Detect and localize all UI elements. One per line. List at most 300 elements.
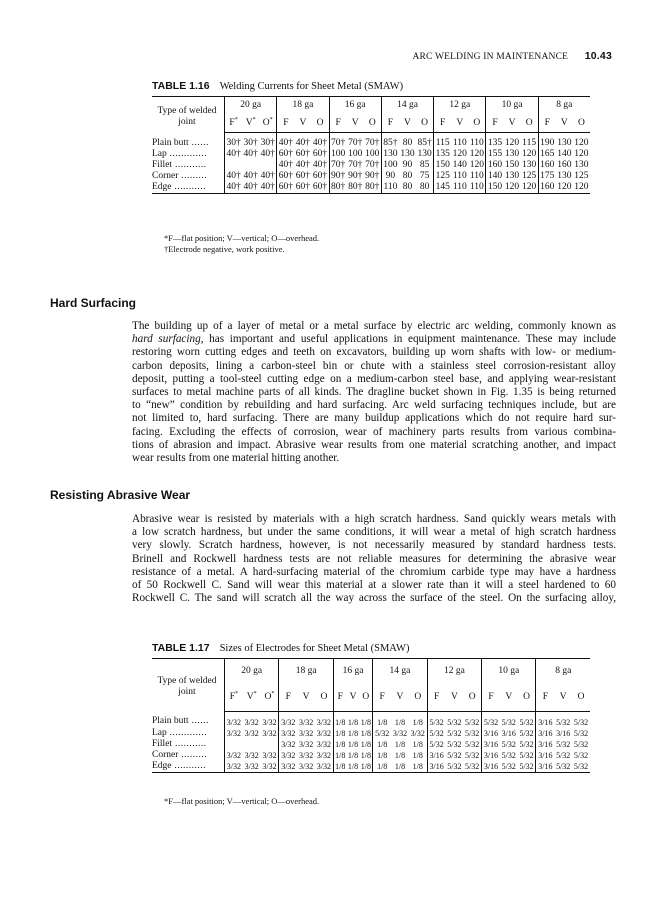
position-label: F: [544, 118, 550, 128]
table-row: [152, 171, 590, 182]
row-header: [152, 97, 225, 133]
table-cell: 5/32: [447, 728, 462, 738]
table-row: [152, 761, 590, 773]
table-cell: 3/16: [482, 750, 500, 761]
table-cell: 3/16: [536, 761, 554, 773]
table-cell: 3/32: [298, 750, 314, 760]
table-cell: 70†: [365, 138, 380, 148]
table-cell: 140: [452, 160, 467, 170]
table-cell: 110: [452, 138, 467, 148]
table-cell: 150: [487, 182, 503, 192]
row-label: [152, 171, 225, 182]
table-cell: 1/8: [373, 750, 391, 761]
table-cell: 90: [402, 160, 413, 170]
text-line: resistance of a metal. A hard-surfacing material of the chromium carbide type may have a hardness: [132, 565, 616, 578]
position-header: [416, 114, 434, 133]
table-cell: 160: [557, 160, 572, 170]
table-cell: 135: [486, 133, 504, 150]
text-line: hard surfacing, has important and useful applications in equipment maintenance. These may include: [132, 333, 617, 346]
table-cell: 5/32: [519, 717, 534, 727]
table-cell: 120: [574, 149, 589, 159]
position-header: [504, 114, 521, 133]
table-cell: 1/8: [412, 717, 423, 727]
table-cell: 190: [538, 133, 556, 150]
table-cell: 75: [419, 171, 430, 181]
position-header: [347, 114, 364, 133]
table-cell: 5/32: [447, 739, 462, 749]
table-cell: 1/8: [391, 761, 409, 773]
table-cell: 1/8: [360, 739, 371, 749]
row-header-line: Type of welded: [157, 676, 217, 686]
position-label: F: [542, 692, 549, 703]
text-line: Rockwell C. The sand will scratch all the way across the surface of the steel. On the surfacing alloy,: [132, 592, 616, 605]
row-header: [152, 659, 225, 712]
table-cell: 5/32: [518, 761, 536, 773]
table-cell: 1/8: [360, 728, 371, 738]
table-cell: 60†: [278, 149, 293, 159]
gauge-header: 16 ga: [329, 97, 381, 115]
gauge-header: 14 ga: [381, 97, 433, 115]
row-label-text: Fillet: [152, 738, 173, 749]
table-cell: 40†: [295, 138, 311, 148]
footnote-marker: *: [235, 691, 239, 698]
leader-dots: ...........: [171, 760, 207, 771]
row-header-line: joint: [178, 116, 196, 127]
leader-dots: ...........: [172, 738, 207, 749]
table-cell: 100: [365, 149, 380, 159]
table-cell: 3/32: [225, 711, 243, 728]
gauge-header: 20 ga: [225, 97, 277, 115]
position-header: [279, 684, 297, 711]
table-cell: 125: [522, 171, 537, 181]
table-cell: 1/8: [373, 711, 391, 728]
table-cell: 130: [504, 171, 520, 181]
position-label: O: [523, 692, 530, 703]
table-row: [152, 133, 590, 150]
position-header: [518, 684, 536, 711]
position-header: [364, 114, 382, 133]
position-header: [359, 684, 372, 711]
table-cell: 5/32: [373, 728, 391, 739]
footnote-marker: *: [269, 117, 273, 123]
leader-dots: .........: [178, 171, 208, 181]
table-cell: 85: [419, 160, 430, 170]
row-label-text: Edge: [152, 760, 172, 771]
table-cell: 3/32: [298, 717, 314, 727]
table-cell: 5/32: [519, 739, 534, 749]
table-cell: 120: [557, 182, 572, 192]
table-cell: 3/32: [315, 761, 333, 773]
text-line: Abrasive wear is resisted by materials with a high scratch hardness. Sand quickly wears metals with: [132, 513, 616, 525]
table-cell: 110: [452, 182, 467, 192]
table-cell: 100: [331, 149, 346, 159]
row-label: [152, 133, 225, 150]
position-header: [277, 114, 295, 133]
table-cell: 140: [557, 149, 572, 159]
row-label: [152, 750, 225, 761]
table-cell: 5/32: [556, 750, 571, 760]
table-cell: 1/8: [335, 739, 346, 749]
table-row: [152, 750, 590, 761]
gauge-header: 12 ga: [427, 659, 481, 685]
footnote-marker: *: [271, 691, 275, 698]
leader-dots: .........: [178, 749, 208, 760]
table-cell: 40†: [260, 171, 275, 181]
table-row: [152, 160, 590, 171]
table-cell: 5/32: [573, 750, 589, 760]
table-cell: 85†: [417, 138, 432, 148]
table-cell: 5/32: [556, 717, 571, 727]
leader-dots: .............: [166, 727, 208, 738]
footnote-marker: *: [234, 117, 238, 123]
table-cell: 120: [522, 182, 537, 192]
table-cell: 5/32: [501, 739, 516, 749]
footnote: †Electrode negative, work positive.: [164, 244, 285, 254]
position-header: [463, 684, 481, 711]
row-label-text: Plain butt: [152, 137, 189, 148]
position-header: [573, 114, 590, 133]
table-row: [152, 149, 590, 160]
table-cell: 3/32: [316, 739, 331, 749]
row-label-text: Corner: [152, 171, 179, 181]
table-cell: 40†: [243, 149, 258, 159]
table-cell: 160: [540, 182, 555, 192]
position-header: [329, 114, 347, 133]
emphasis-term: hard surfacing: [132, 333, 201, 346]
text-line: restoring worn cutting edges and teeth on excavators, building up worn shafts with low- or medium-: [132, 346, 616, 359]
table-cell: 1/8: [373, 739, 391, 750]
table-cell: 175: [540, 171, 555, 181]
table-cell: [259, 160, 277, 171]
position-header: [409, 684, 427, 711]
table-cell: 1/8: [347, 739, 359, 749]
table-cell: 1/8: [335, 761, 346, 771]
table-cell: 5/32: [427, 728, 445, 739]
table-cell: 5/32: [463, 761, 481, 773]
gauge-header: 10 ga: [486, 97, 538, 115]
table-cell: 70†: [331, 160, 346, 170]
table-cell: 3/32: [262, 717, 277, 727]
table-cell: 3/16: [536, 750, 554, 761]
gauge-header: 18 ga: [277, 97, 329, 115]
position-label: V: [505, 692, 513, 703]
table-cell: 3/32: [316, 750, 331, 760]
row-label-text: Plain butt: [152, 716, 189, 727]
position-header: [242, 114, 259, 133]
row-label-text: Corner: [152, 749, 179, 760]
text-line: The building up of a layer of metal or a metal surface by electric arc welding, commonly known as: [132, 320, 616, 332]
position-label: O: [262, 118, 270, 128]
table-cell: 1/8: [360, 761, 371, 771]
leader-dots: ...........: [171, 182, 207, 192]
position-label: O: [421, 118, 428, 128]
table-cell: 3/16: [536, 739, 554, 750]
table-cell: 160: [487, 160, 503, 170]
electrode-sizes-table: [152, 658, 590, 773]
table-cell: 30†: [243, 138, 258, 148]
table-cell: 1/8: [412, 750, 423, 760]
position-header: [427, 684, 445, 711]
row-header-line: joint: [178, 687, 196, 697]
gauge-header-row: [152, 659, 590, 685]
row-label-text: Edge: [152, 182, 172, 192]
position-header: [333, 684, 346, 711]
table-cell: 1/8: [360, 750, 371, 760]
table-cell: 1/8: [394, 750, 406, 760]
position-header: [536, 684, 554, 711]
position-header: [315, 684, 333, 711]
hard-surfacing-paragraph: [132, 320, 616, 465]
position-header: [391, 684, 409, 711]
table-cell: 5/32: [573, 739, 589, 749]
page-number: 10.43: [584, 50, 612, 62]
table-cell: 5/32: [556, 739, 571, 749]
table-cell: 120: [574, 182, 589, 192]
position-label: V: [456, 118, 464, 128]
table-cell: 120: [469, 160, 484, 170]
position-header: [225, 684, 243, 711]
table-cell: 60†: [295, 171, 311, 181]
leader-dots: .............: [166, 149, 208, 159]
table-cell: 60†: [312, 182, 328, 192]
table-cell: 1/8: [373, 761, 391, 773]
position-label: O: [468, 692, 476, 703]
position-label: V: [302, 692, 310, 703]
gauge-header: 18 ga: [279, 659, 333, 685]
table-cell: 115: [434, 133, 452, 150]
section-heading-hard-surfacing: Hard Surfacing: [50, 296, 137, 310]
table-cell: 130: [522, 160, 537, 170]
table-cell: 3/16: [536, 728, 554, 739]
position-label: V: [246, 692, 254, 703]
table-cell: 1/8: [412, 739, 423, 749]
row-label: [152, 761, 225, 773]
table-cell: 80: [402, 171, 413, 181]
table-cell: 3/32: [262, 750, 277, 760]
table-cell: 5/32: [465, 739, 480, 749]
position-header: [446, 684, 464, 711]
table-cell: 145: [435, 182, 450, 192]
position-label: O: [414, 692, 422, 703]
table-cell: 100: [348, 149, 363, 159]
table-cell: 120: [574, 138, 589, 148]
table-cell: 135: [435, 149, 450, 159]
position-label: F: [440, 118, 446, 128]
row-label: [152, 182, 225, 194]
abrasive-wear-paragraph: [132, 513, 616, 605]
table-cell: 70†: [348, 138, 363, 148]
table-cell: 3/32: [262, 728, 277, 738]
table-cell: 120: [452, 149, 467, 159]
table-cell: 5/32: [573, 761, 589, 771]
table-cell: 60†: [312, 171, 328, 181]
table-cell: 120: [504, 138, 520, 148]
table-cell: 40†: [243, 182, 258, 192]
table-title: Sizes of Electrodes for Sheet Metal (SMAW): [219, 643, 410, 654]
position-header: [347, 684, 360, 711]
table-1-17-caption: [152, 642, 409, 654]
position-label: F: [387, 118, 394, 128]
table-cell: 150: [435, 160, 450, 170]
table-cell: 3/32: [298, 761, 314, 771]
table-cell: 110: [468, 182, 486, 194]
position-header: [261, 684, 279, 711]
position-label: V: [559, 692, 567, 703]
section-heading-abrasive-wear: Resisting Abrasive Wear: [50, 488, 191, 502]
table-cell: 80: [402, 138, 413, 148]
leader-dots: ......: [188, 137, 209, 148]
table-cell: 120: [522, 149, 537, 159]
table-cell: 5/32: [482, 711, 500, 728]
table-cell: 1/8: [394, 739, 406, 749]
position-label: V: [349, 692, 357, 703]
table-cell: 3/32: [392, 728, 408, 738]
table-cell: 3/16: [427, 750, 445, 761]
position-label: F: [283, 118, 289, 128]
table-cell: 1/8: [360, 717, 371, 727]
running-head: [0, 50, 612, 62]
table-cell: 130: [557, 171, 572, 181]
table-cell: 1/8: [335, 750, 346, 760]
table-cell: 60†: [278, 171, 293, 181]
position-header: [468, 114, 486, 133]
table-cell: 40†: [277, 133, 295, 150]
table-cell: 150: [504, 160, 520, 170]
table-cell: 40†: [312, 160, 328, 170]
table-cell: 1/8: [409, 761, 427, 773]
table-cell: 40†: [260, 149, 275, 159]
table-cell: 130: [383, 149, 398, 159]
footnote: *F—flat position; V—vertical; O—overhead.: [164, 796, 320, 806]
gauge-header: 14 ga: [373, 659, 427, 685]
table-cell: 5/32: [447, 761, 462, 771]
table-cell: 1/8: [347, 717, 359, 727]
text-line: surfaces to metal machine parts of all kinds. The dragline bucket shown in Fig. 1.35 is being returned: [132, 386, 616, 399]
table-cell: 110: [469, 138, 484, 148]
table-cell: 110: [452, 171, 467, 181]
position-header: [373, 684, 391, 711]
position-header: [556, 114, 573, 133]
table-cell: 130: [574, 160, 589, 170]
table-row: [152, 728, 590, 739]
table-cell: 5/32: [519, 750, 534, 760]
table-cell: 3/32: [244, 750, 259, 760]
table-cell: 115: [522, 138, 537, 148]
table-cell: 5/32: [447, 750, 462, 760]
position-label: V: [508, 118, 516, 128]
position-label: O: [525, 118, 533, 128]
table-cell: 3/32: [244, 761, 259, 771]
table-cell: 1/8: [347, 761, 359, 771]
text-line: wear results from one material hitting another.: [132, 452, 340, 465]
table-cell: [261, 739, 279, 750]
table-cell: 30†: [225, 133, 243, 150]
table-cell: [225, 739, 243, 750]
position-header: [451, 114, 468, 133]
table-cell: 3/32: [298, 739, 314, 749]
row-label-text: Lap: [152, 727, 167, 738]
position-header: [243, 684, 261, 711]
text-line: very slowly. Scratch hardness, however, is not necessarily measured by standard hardness tests.: [132, 539, 616, 552]
table-cell: 5/32: [465, 717, 480, 727]
table-cell: 85†: [381, 133, 399, 150]
table-cell: 90†: [348, 171, 363, 181]
position-label: F: [335, 118, 341, 128]
table-cell: 5/32: [465, 728, 480, 738]
position-label: O: [316, 118, 324, 128]
welding-currents-table: [152, 96, 590, 194]
table-cell: 40†: [260, 182, 275, 192]
position-label: F: [229, 118, 235, 128]
row-label: [152, 728, 225, 739]
table-cell: 1/8: [335, 728, 346, 738]
table-cell: 5/32: [556, 761, 571, 771]
table-cell: 80†: [365, 182, 380, 192]
table-cell: 80: [416, 182, 434, 194]
table-cell: 40†: [312, 138, 328, 148]
table-cell: 3/16: [482, 739, 500, 750]
text-line: carbon deposits, lining a carbon-steel bin or chute with a stainless steel corrosion-resistant alloy: [132, 359, 616, 372]
table-cell: 3/32: [225, 728, 243, 739]
text-line: Brinell and Rockwell hardness tests are not reliable measures for determining the abrasive wear: [132, 552, 616, 565]
position-label: O: [577, 692, 585, 703]
row-label: [152, 160, 225, 171]
table-cell: 130: [400, 149, 415, 159]
text-line: tions of abrasion and impact. Abrasive wear results from one material scratching another, and impact: [132, 438, 616, 451]
leader-dots: ...........: [172, 160, 207, 170]
position-header: [482, 684, 500, 711]
table-cell: 90†: [331, 171, 346, 181]
position-label: O: [362, 692, 370, 703]
footnote-marker: *: [252, 117, 256, 123]
gauge-header: 16 ga: [333, 659, 372, 685]
table-cell: 5/32: [501, 750, 516, 760]
table-cell: 40†: [226, 171, 241, 181]
table-cell: 3/32: [279, 761, 297, 773]
position-label: O: [320, 692, 328, 703]
position-label: V: [404, 118, 411, 128]
table-cell: 3/32: [261, 761, 279, 773]
table-1-16-footnotes: [164, 233, 319, 255]
footnote: *F—flat position; V—vertical; O—overhead.: [164, 233, 320, 243]
table-cell: 3/32: [225, 761, 243, 773]
position-header: [294, 114, 311, 133]
position-label: O: [368, 118, 376, 128]
position-header: [521, 114, 539, 133]
table-cell: 3/16: [482, 761, 500, 773]
position-label: F: [433, 692, 440, 703]
position-label: V: [299, 118, 307, 128]
position-label: F: [492, 118, 498, 128]
position-header: [381, 114, 399, 133]
text-line: of 50 Rockwell C. Sand will wear this material at a slower rate than it will a steel hardened to 60: [132, 579, 616, 592]
table-cell: 3/32: [298, 728, 314, 738]
position-header: [486, 114, 504, 133]
table-cell: 5/32: [447, 717, 462, 727]
table-cell: 60†: [295, 182, 311, 192]
table-cell: 125: [435, 171, 450, 181]
table-cell: 5/32: [573, 717, 589, 727]
table-cell: 3/32: [316, 717, 331, 727]
table-cell: 5/32: [573, 728, 589, 738]
table-cell: 80: [399, 182, 416, 194]
table-cell: 160: [540, 160, 555, 170]
position-label: F: [488, 692, 494, 703]
table-cell: 1/8: [394, 717, 406, 727]
position-label: F: [285, 692, 291, 703]
table-cell: 5/32: [427, 739, 445, 750]
position-header: [434, 114, 452, 133]
